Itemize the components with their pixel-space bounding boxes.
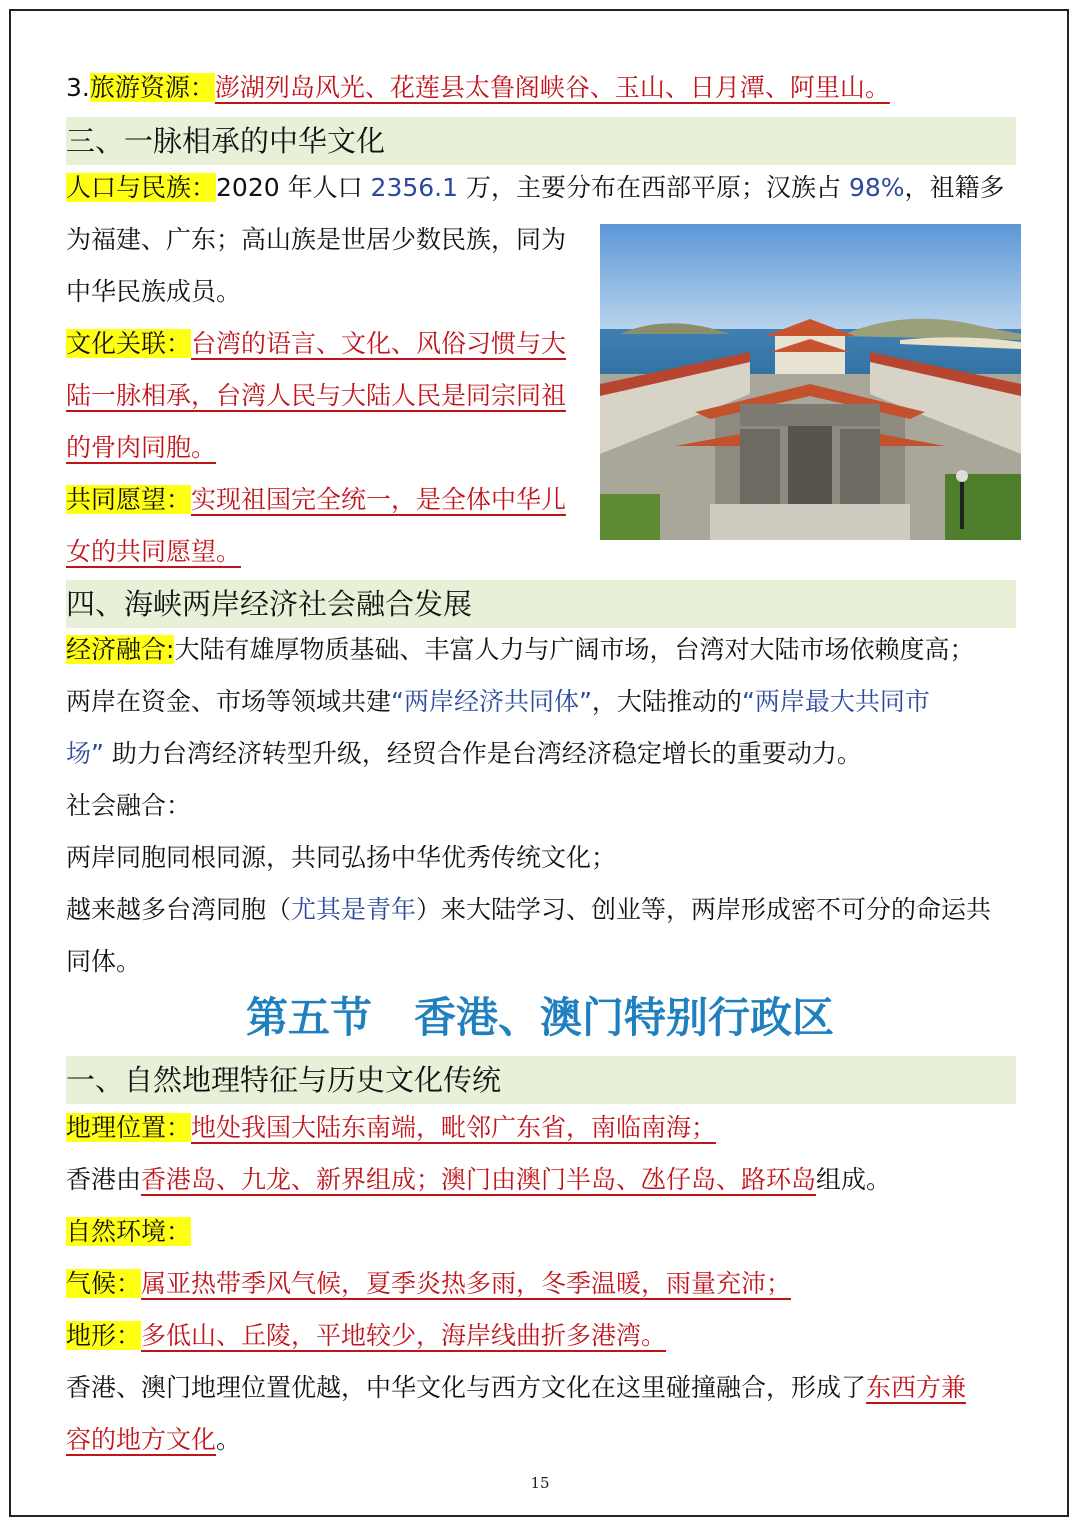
culture-line-1	[66, 1370, 966, 1406]
society-line-2	[66, 892, 991, 928]
culture-text-2a: 容的地方文化	[66, 1425, 217, 1454]
culture-link-text-3: 的骨肉同胞。	[66, 433, 217, 462]
culture-link-text-2: 陆一脉相承，台湾人民与大陆人民是同宗同祖	[66, 381, 567, 410]
economy-quote-2a: “两岸最大共同市	[741, 687, 930, 716]
heading-culture: 三、一脉相承的中华文化	[66, 124, 386, 158]
population-line-1	[66, 170, 1005, 206]
economy-line-1	[66, 632, 974, 668]
society-line-3: 同体。	[66, 947, 142, 976]
economy-quote-1: “两岸经济共同体”	[391, 687, 592, 716]
han-percent-value: 98%	[848, 173, 905, 202]
common-wish-label: 共同愿望：	[66, 485, 192, 514]
temple-photo	[600, 224, 1021, 540]
terrain-text: 多低山、丘陵，平地较少，海岸线曲折多港湾。	[141, 1321, 667, 1350]
economy-label	[66, 635, 174, 664]
economy-text-2b: ，大陆推动的	[591, 687, 742, 716]
economy-line-2	[66, 684, 930, 720]
location-line-2	[66, 1162, 891, 1198]
society-line-1: 两岸同胞同根同源，共同弘扬中华优秀传统文化；	[66, 843, 617, 872]
location-label: 地理位置：	[66, 1113, 192, 1142]
population-text-3: ，祖籍多	[904, 173, 1005, 202]
economy-line-3	[66, 736, 862, 772]
economy-label-colon: :	[166, 635, 175, 664]
culture-text-1a: 香港、澳门地理位置优越，中华文化与西方文化在这里碰撞融合，形成了	[66, 1373, 867, 1402]
location-line-1	[66, 1110, 716, 1146]
climate-line	[66, 1266, 791, 1302]
environment-label: 自然环境：	[66, 1217, 192, 1246]
common-wish-line-2	[66, 534, 241, 570]
culture-link-text-1: 台湾的语言、文化、风俗习惯与大	[191, 329, 567, 358]
economy-label-text: 经济融合	[66, 635, 167, 664]
population-line-2: 为福建、广东；高山族是世居少数民族，同为	[66, 225, 567, 254]
page-number: 15	[530, 1474, 550, 1492]
society-youth: 尤其是青年	[291, 895, 417, 924]
common-wish-line-1	[66, 482, 566, 518]
section-title: 第五节 香港、澳门特别行政区	[245, 993, 834, 1042]
common-wish-text-2: 女的共同愿望。	[66, 537, 242, 566]
economy-quote-2b: 场”	[66, 739, 104, 768]
population-line-3: 中华民族成员。	[66, 277, 242, 306]
tourism-label: 旅游资源：	[89, 73, 215, 102]
tourism-text: 澎湖列岛风光、花莲县太鲁阁峡谷、玉山、日月潭、阿里山。	[214, 73, 890, 102]
society-text-2a: 越来越多台湾同胞（	[66, 895, 292, 924]
population-text-1: 2020 年人口	[216, 173, 371, 202]
economy-text-2a: 两岸在资金、市场等领域共建	[66, 687, 392, 716]
climate-label: 气候：	[66, 1269, 142, 1298]
culture-text-1b: 东西方兼	[866, 1373, 967, 1402]
culture-link-label: 文化关联：	[66, 329, 192, 358]
climate-text: 属亚热带季风气候，夏季炎热多雨，冬季温暖，雨量充沛；	[141, 1269, 792, 1298]
location-text-2c: 组成。	[816, 1165, 892, 1194]
society-label: 社会融合：	[66, 791, 192, 820]
environment-line	[66, 1214, 191, 1250]
culture-link-line-2	[66, 378, 566, 414]
population-value: 2356.1	[370, 173, 459, 202]
culture-link-line-1	[66, 326, 566, 362]
population-label: 人口与民族：	[66, 173, 217, 202]
tourism-prefix: 3.	[66, 73, 90, 102]
tourism-line	[66, 70, 890, 106]
culture-link-line-3	[66, 430, 216, 466]
location-text: 地处我国大陆东南端，毗邻广东省，南临南海；	[191, 1113, 717, 1142]
terrain-label: 地形：	[66, 1321, 142, 1350]
population-text-2: 万，主要分布在西部平原；汉族占	[458, 173, 849, 202]
location-text-2a: 香港由	[66, 1165, 142, 1194]
terrain-line	[66, 1318, 666, 1354]
heading-nature-history: 一、自然地理特征与历史文化传统	[66, 1063, 502, 1097]
society-text-2c: ）来大陆学习、创业等，两岸形成密不可分的命运共	[416, 895, 992, 924]
economy-text-3: 助力台湾经济转型升级，经贸合作是台湾经济稳定增长的重要动力。	[111, 739, 862, 768]
culture-text-2b: 。	[216, 1425, 242, 1454]
heading-economy-society: 四、海峡两岸经济社会融合发展	[66, 587, 473, 621]
common-wish-text-1: 实现祖国完全统一，是全体中华儿	[191, 485, 567, 514]
culture-line-2	[66, 1422, 241, 1458]
economy-text-1: 大陆有雄厚物质基础、丰富人力与广阔市场，台湾对大陆市场依赖度高；	[174, 635, 975, 664]
location-text-2b: 香港岛、九龙、新界组成；澳门由澳门半岛、氹仔岛、路环岛	[141, 1165, 817, 1194]
